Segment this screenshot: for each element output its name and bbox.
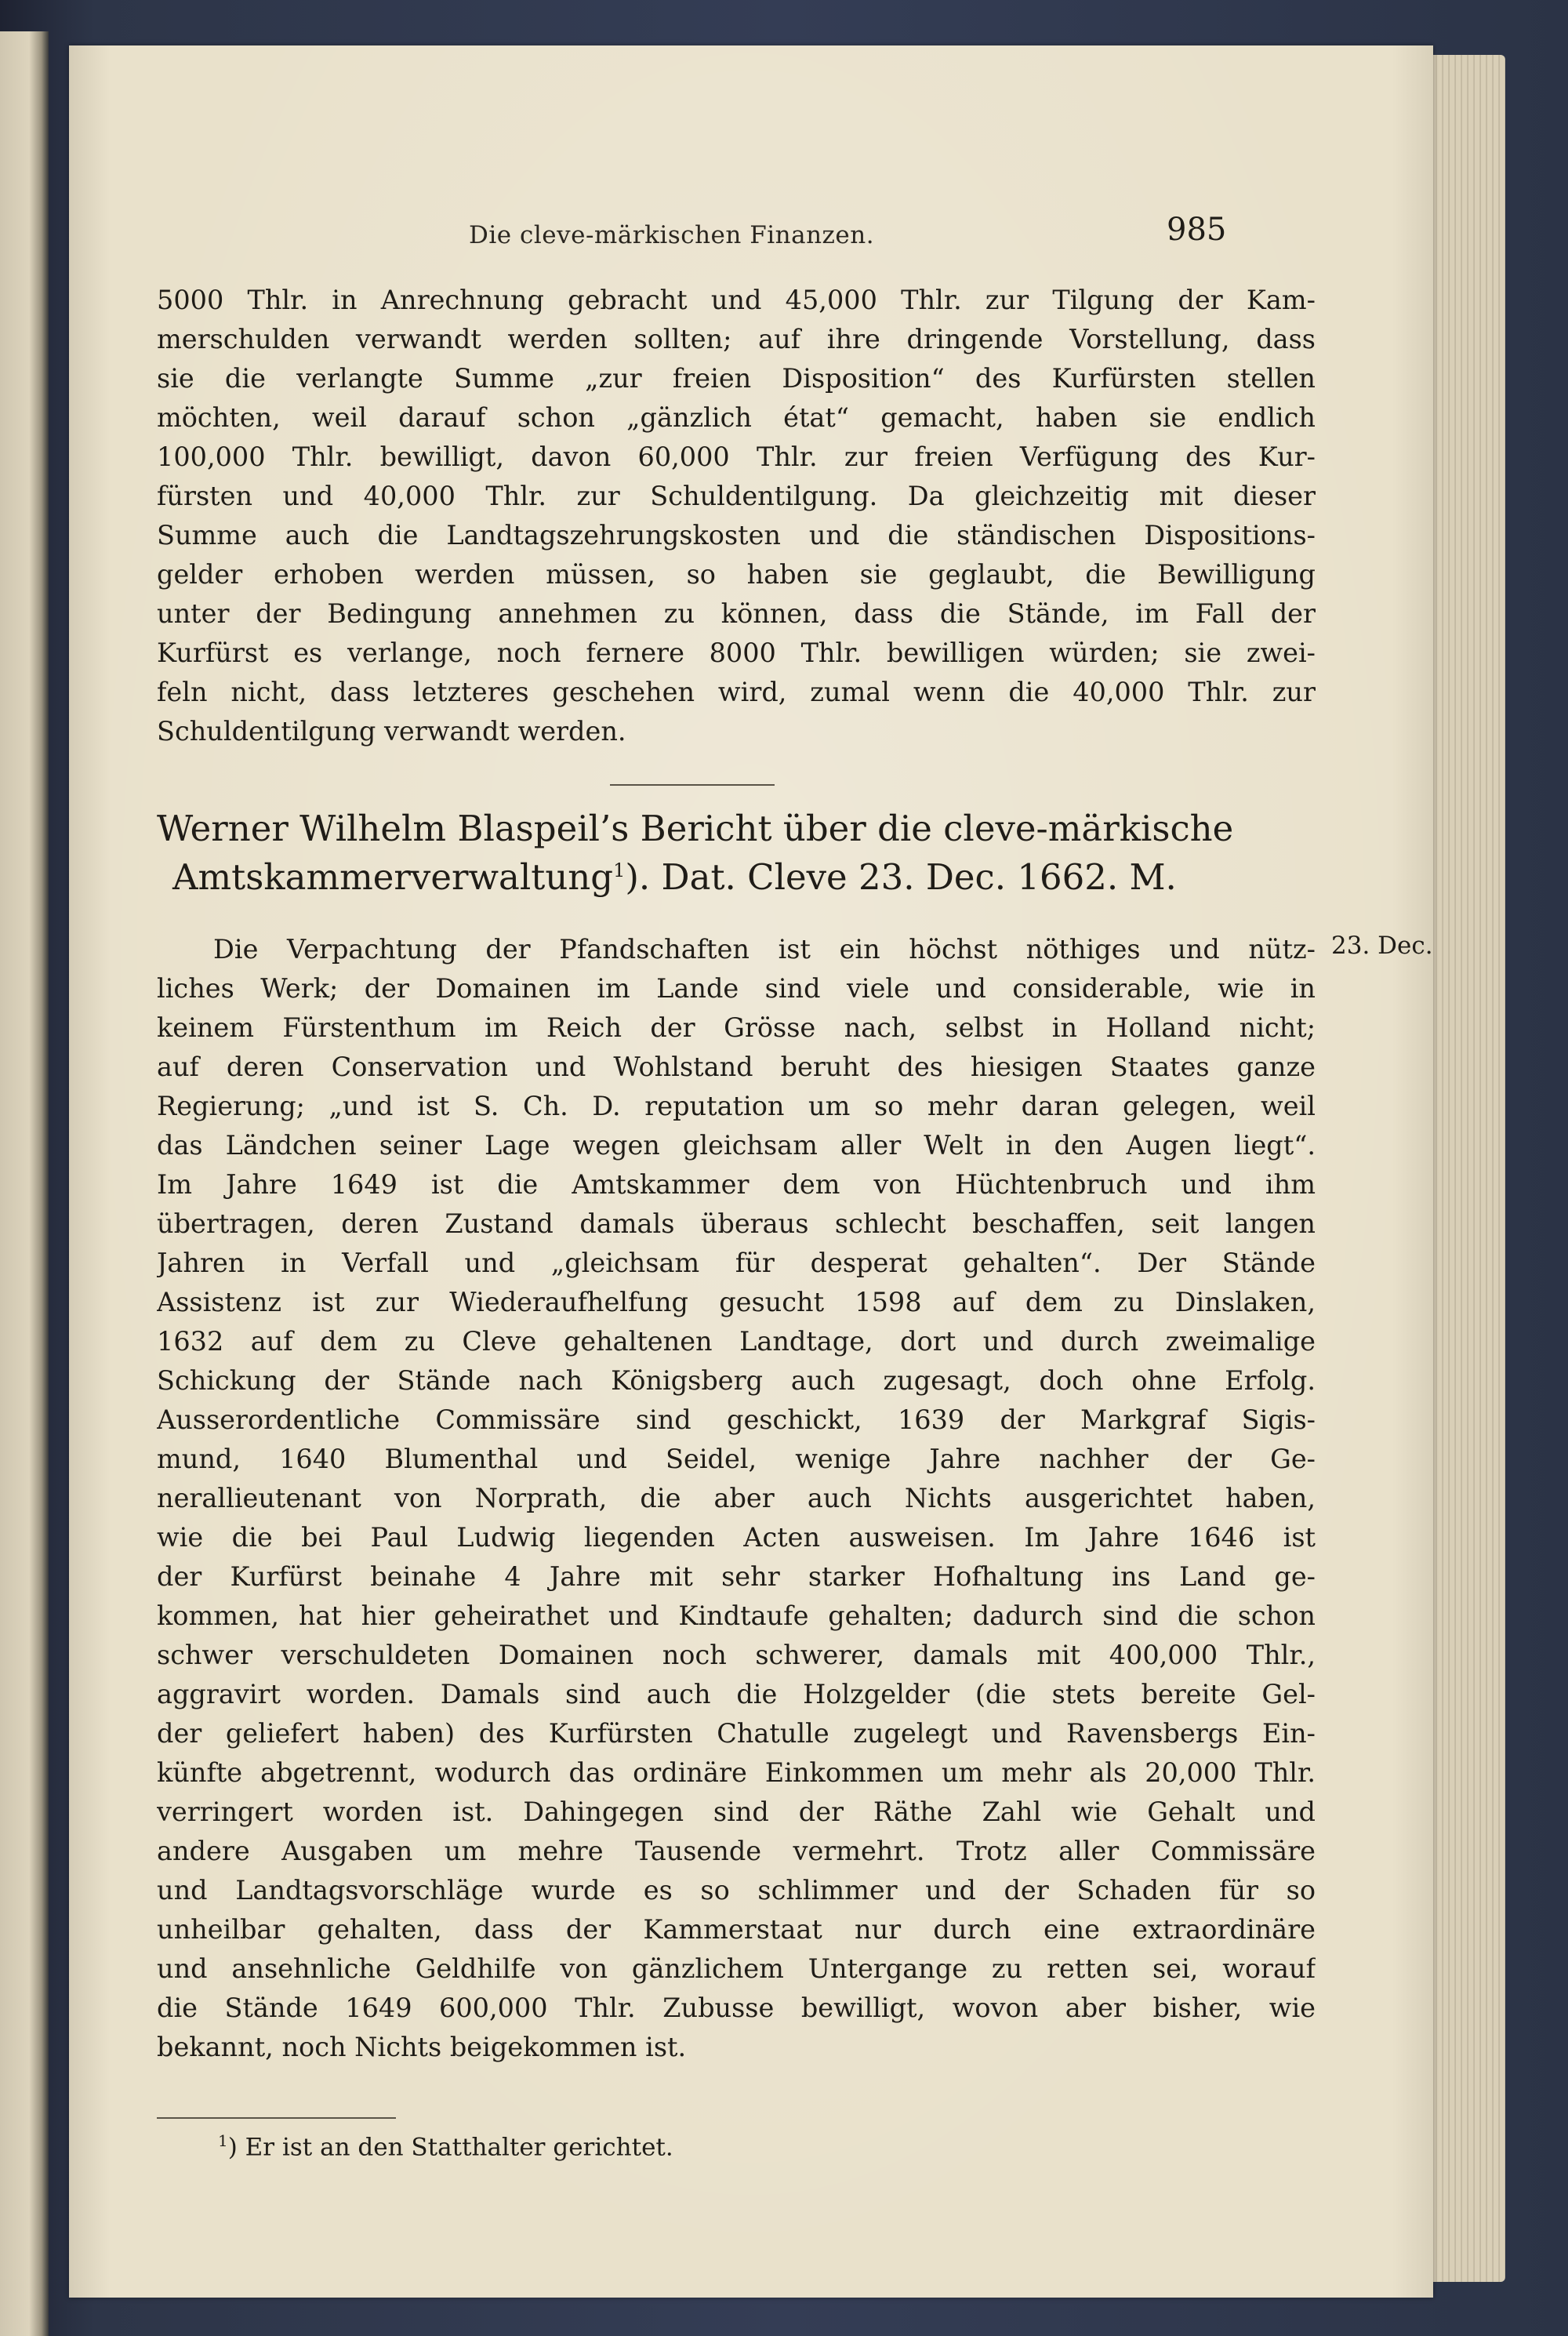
- text-line: Ausserordentliche Commissäre sind geschickt, 1639 der Markgraf Sigis-: [157, 1404, 1316, 1435]
- text-line: das Ländchen seiner Lage wegen gleichsam aller Welt in den Augen liegt“.: [157, 1130, 1316, 1161]
- text-line: verringert worden ist. Dahingegen sind der Räthe Zahl wie Gehalt und: [157, 1797, 1316, 1827]
- text-line: merschulden verwandt werden sollten; auf ihre dringende Vorstellung, dass: [157, 324, 1316, 354]
- text-line: aggravirt worden. Damals sind auch die Holzgelder (die stets bereite Gel-: [157, 1679, 1316, 1709]
- text-line: Jahren in Verfall und „gleichsam für desperat gehalten“. Der Stände: [157, 1248, 1316, 1278]
- text-line: Kurfürst es verlange, noch fernere 8000 Thlr. bewilligen würden; sie zwei-: [157, 638, 1316, 668]
- text-line: wie die bei Paul Ludwig liegenden Acten ausweisen. Im Jahre 1646 ist: [157, 1522, 1316, 1553]
- paragraph-2: [157, 930, 1316, 2067]
- left-page-edge: [0, 31, 49, 2336]
- text-line: fürsten und 40,000 Thlr. zur Schuldentilgung. Da gleichzeitig mit dieser: [157, 481, 1316, 511]
- section-heading: [157, 805, 1316, 902]
- text-line: der Kurfürst beinahe 4 Jahre mit sehr starker Hofhaltung ins Land ge-: [157, 1561, 1316, 1592]
- heading-line-2-rest: ). Dat. Cleve 23. Dec. 1662. M.: [625, 856, 1177, 898]
- footnote-marker: 1: [218, 2131, 228, 2150]
- text-line: bekannt, noch Nichts beigekommen ist.: [157, 2032, 687, 2062]
- text-line: Assistenz ist zur Wiederaufhelfung gesucht 1598 auf dem zu Dinslaken,: [157, 1287, 1316, 1317]
- text-line: Schickung der Stände nach Königsberg auch zugesagt, doch ohne Erfolg.: [157, 1365, 1316, 1396]
- text-line: 5000 Thlr. in Anrechnung gebracht und 45,000 Thlr. zur Tilgung der Kam-: [157, 285, 1316, 315]
- text-line: sie die verlangte Summe „zur freien Disposition“ des Kurfürsten stellen: [157, 363, 1316, 394]
- running-title: Die cleve-märkischen Finanzen.: [469, 221, 875, 249]
- text-line: unter der Bedingung annehmen zu können, dass die Stände, im Fall der: [157, 598, 1316, 629]
- page-header: [69, 210, 1433, 257]
- book-page: [69, 45, 1433, 2298]
- heading-line-1: Werner Wilhelm Blaspeil’s Bericht über die cleve-märkische: [157, 808, 1234, 849]
- section-divider: [610, 784, 775, 786]
- text-line: Schuldentilgung verwandt werden.: [157, 716, 626, 747]
- text-line: künfte abgetrennt, wodurch das ordinäre Einkommen um mehr als 20,000 Thlr.: [157, 1757, 1316, 1788]
- margin-date-note: 23. Dec.: [1331, 932, 1433, 960]
- footnote-divider: [157, 2117, 396, 2119]
- footnote-reference: 1: [613, 859, 626, 881]
- text-line: liches Werk; der Domainen im Lande sind viele und considerable, wie in: [157, 973, 1316, 1004]
- text-line: der geliefert haben) des Kurfürsten Chatulle zugelegt und Ravensbergs Ein-: [157, 1718, 1316, 1749]
- page-number: 985: [1167, 212, 1227, 248]
- text-line: und ansehnliche Geldhilfe von gänzlichem Untergange zu retten sei, worauf: [157, 1953, 1316, 1984]
- footnote: [218, 2131, 673, 2161]
- text-line: Summe auch die Landtagszehrungskosten und die ständischen Dispositions-: [157, 520, 1316, 550]
- text-line: andere Ausgaben um mehre Tausende vermehrt. Trotz aller Commissäre: [157, 1836, 1316, 1866]
- text-line: feln nicht, dass letzteres geschehen wird, zumal wenn die 40,000 Thlr. zur: [157, 677, 1316, 707]
- text-line: übertragen, deren Zustand damals überaus schlecht beschaffen, seit langen: [157, 1208, 1316, 1239]
- text-line: kommen, hat hier geheirathet und Kindtaufe gehalten; dadurch sind die schon: [157, 1600, 1316, 1631]
- text-line: nerallieutenant von Norprath, die aber auch Nichts ausgerichtet haben,: [157, 1483, 1316, 1513]
- text-line: 100,000 Thlr. bewilligt, davon 60,000 Thlr. zur freien Verfügung des Kur-: [157, 441, 1316, 472]
- heading-line-2-text: Amtskammerverwaltung: [172, 856, 614, 898]
- text-line: auf deren Conservation und Wohlstand beruht des hiesigen Staates ganze: [157, 1052, 1316, 1082]
- text-line: keinem Fürstenthum im Reich der Grösse nach, selbst in Holland nicht;: [157, 1012, 1316, 1043]
- text-line: und Landtagsvorschläge wurde es so schlimmer und der Schaden für so: [157, 1875, 1316, 1905]
- heading-line-2: [157, 853, 1316, 902]
- text-line: Regierung; „und ist S. Ch. D. reputation um so mehr daran gelegen, weil: [157, 1091, 1316, 1121]
- text-line: möchten, weil darauf schon „gänzlich état“ gemacht, haben sie endlich: [157, 402, 1316, 433]
- text-line: Die Verpachtung der Pfandschaften ist ein höchst nöthiges und nütz-: [213, 934, 1316, 965]
- text-line: 1632 auf dem zu Cleve gehaltenen Landtage, dort und durch zweimalige: [157, 1326, 1316, 1357]
- text-line: gelder erhoben werden müssen, so haben sie geglaubt, die Bewilligung: [157, 559, 1316, 590]
- text-line: unheilbar gehalten, dass der Kammerstaat nur durch eine extraordinäre: [157, 1914, 1316, 1945]
- text-line: schwer verschuldeten Domainen noch schwerer, damals mit 400,000 Thlr.,: [157, 1640, 1316, 1670]
- paragraph-1: [157, 281, 1316, 751]
- footnote-text: ) Er ist an den Statthalter gerichtet.: [227, 2133, 673, 2162]
- text-line: die Stände 1649 600,000 Thlr. Zubusse bewilligt, wovon aber bisher, wie: [157, 1993, 1316, 2023]
- text-line: Im Jahre 1649 ist die Amtskammer dem von Hüchtenbruch und ihm: [157, 1169, 1316, 1200]
- text-line: mund, 1640 Blumenthal und Seidel, wenige Jahre nachher der Ge-: [157, 1444, 1316, 1474]
